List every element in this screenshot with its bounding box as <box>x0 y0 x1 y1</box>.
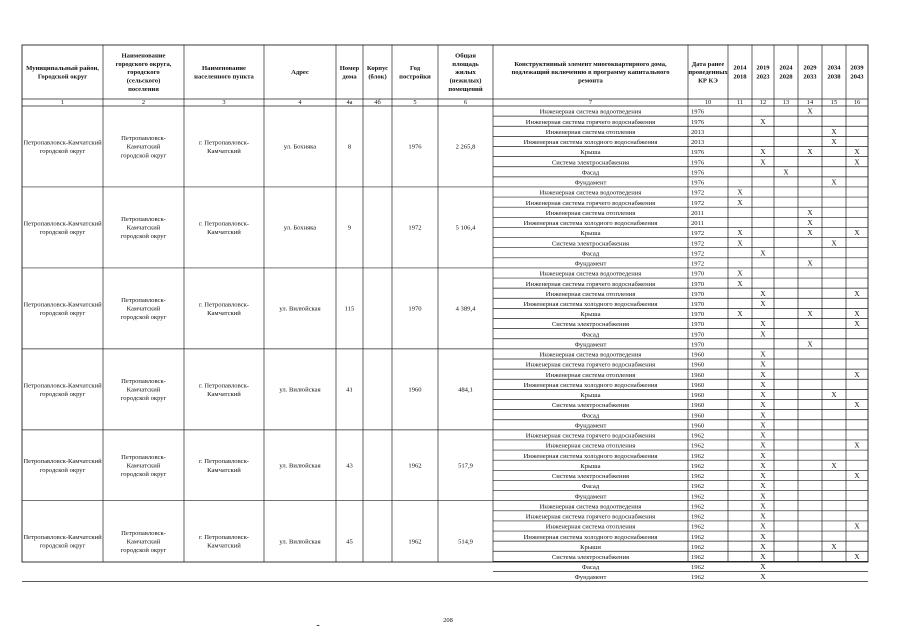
column-number: 14 <box>806 99 814 107</box>
element-last-repair: 1970 <box>691 290 705 298</box>
repair-mark: X <box>760 502 766 511</box>
house-locality: г. Петропавловск- <box>199 534 249 542</box>
house-year: 1970 <box>408 305 422 313</box>
element-name: Фундамент <box>574 179 607 187</box>
house-area: 4 389,4 <box>455 305 476 313</box>
header-period: 2028 <box>779 73 793 81</box>
repair-mark: X <box>831 391 837 400</box>
house-settlement: Петропавловск- <box>121 297 166 304</box>
repair-mark: X <box>831 461 837 470</box>
house-municipality: Петропавловск-Камчатский <box>23 220 102 228</box>
house-number: 41 <box>346 386 353 394</box>
element-last-repair: 1962 <box>691 493 705 501</box>
house-street: ул. Вилюйская <box>279 305 321 313</box>
column-number: 12 <box>759 99 767 107</box>
element-name: Система электроснабжения <box>551 554 630 561</box>
element-last-repair: 1960 <box>691 402 705 410</box>
element-last-repair: 1970 <box>691 321 705 329</box>
element-name: Крыши <box>580 543 601 551</box>
header-period: 2043 <box>850 73 864 81</box>
column-number: 2 <box>141 99 146 107</box>
repair-mark: X <box>760 482 766 491</box>
element-name: Фасад <box>581 412 600 420</box>
house-street: ул. Вилюйская <box>279 462 321 470</box>
header-locality: населенного пункта <box>194 73 254 81</box>
repair-mark: X <box>783 168 789 177</box>
header-period: 2014 <box>733 64 747 72</box>
repair-mark: X <box>831 542 837 551</box>
house-locality: Камчатский <box>207 390 241 398</box>
element-last-repair: 1970 <box>691 301 705 308</box>
repair-mark: X <box>807 310 813 319</box>
header-settlement: городского округа, <box>115 60 172 68</box>
column-number: 13 <box>782 99 790 107</box>
element-name: Крыша <box>580 462 601 470</box>
house-area: 514,9 <box>458 538 473 546</box>
house-locality: г. Петропавловск- <box>199 301 249 309</box>
header-building: (блок) <box>368 73 387 81</box>
element-name: Крыша <box>580 230 601 238</box>
element-name: Инженерная система водоотведения <box>539 351 642 359</box>
repair-mark: X <box>737 279 743 288</box>
element-last-repair: 1960 <box>691 381 705 389</box>
repair-mark: X <box>854 553 860 561</box>
header-element: подлежащий включению в программу капитального <box>511 69 670 77</box>
element-last-repair: 1962 <box>691 543 705 551</box>
house-year: 1960 <box>408 386 422 394</box>
element-last-repair: 1976 <box>691 149 705 157</box>
repair-mark: X <box>760 300 766 308</box>
repair-mark: X <box>807 208 813 217</box>
element-name: Инженерная система холодного водоснабжения <box>523 381 658 389</box>
element-last-repair: 1960 <box>691 351 705 359</box>
column-number: 4 <box>298 99 302 107</box>
repair-mark: X <box>760 391 766 400</box>
header-period: 2029 <box>803 64 817 72</box>
house-locality: г. Петропавловск- <box>199 220 249 228</box>
house-settlement: городской округ <box>120 233 167 241</box>
house-municipality: городской округ <box>39 466 86 474</box>
repair-mark: X <box>760 512 766 521</box>
header-address: Адрес <box>291 69 309 77</box>
header-settlement: городского <box>127 69 160 77</box>
house-municipality: городской округ <box>39 542 86 550</box>
house-street: ул. Бохняка <box>283 143 317 151</box>
column-number: 5 <box>413 99 417 107</box>
header-period: 2034 <box>827 64 841 72</box>
repair-mark: X <box>760 553 766 561</box>
repair-mark: X <box>760 431 766 440</box>
element-last-repair: 2013 <box>691 128 705 136</box>
house-settlement: Камчатский <box>126 386 161 394</box>
repair-mark: X <box>831 127 837 136</box>
element-name: Инженерная система водоотведения <box>539 270 642 278</box>
element-last-repair: 2011 <box>691 209 704 217</box>
element-last-repair: 1960 <box>691 412 705 420</box>
element-last-repair: 1970 <box>691 280 705 288</box>
element-name: Инженерная система горячего водоснабжения <box>525 280 656 288</box>
house-settlement: Петропавловск- <box>121 529 166 537</box>
element-name: Фасад <box>581 483 600 491</box>
element-name: Инженерная система холодного водоснабжения <box>523 220 658 228</box>
element-name: Инженерная система водоотведения <box>539 503 642 511</box>
scan-mark: - <box>316 620 320 631</box>
element-last-repair: 1970 <box>691 341 705 349</box>
repair-mark: X <box>760 117 766 126</box>
house-area: 517,9 <box>458 462 473 470</box>
element-last-repair: 1962 <box>691 483 705 491</box>
repair-mark: X <box>760 289 766 298</box>
repair-mark: X <box>760 380 766 389</box>
element-name: Инженерная система водоотведения <box>539 108 642 116</box>
house-locality: Камчатский <box>207 466 241 474</box>
repair-mark: X <box>807 148 813 157</box>
element-last-repair: 1976 <box>691 169 705 177</box>
repair-mark: X <box>807 107 813 116</box>
element-name: Инженерная система горячего водоснабжения <box>525 432 656 440</box>
element-last-repair: 1960 <box>691 422 705 430</box>
element-name: Инженерная система отопления <box>545 442 636 450</box>
element-name: Инженерная система холодного водоснабжения <box>523 301 658 308</box>
element-last-repair: 1962 <box>691 554 705 561</box>
house-municipality: Петропавловск-Камчатский <box>23 458 102 466</box>
header-total-area: помещений <box>448 86 483 93</box>
header-total-area: Общая <box>455 52 476 60</box>
element-last-repair: 1976 <box>691 159 705 167</box>
repair-mark: X <box>831 239 837 248</box>
header-house-number: Номер <box>339 65 360 72</box>
house-number: 115 <box>344 305 355 313</box>
repair-mark: X <box>807 340 813 349</box>
header-period: 2033 <box>803 73 817 81</box>
repair-mark: X <box>737 310 743 319</box>
house-settlement: Петропавловск- <box>121 453 166 461</box>
house-municipality: городской округ <box>39 147 86 155</box>
repair-mark: X <box>737 198 743 207</box>
header-last-repair: проведенных <box>688 69 728 77</box>
element-last-repair: 1972 <box>691 240 705 248</box>
header-period: 2039 <box>850 64 864 72</box>
element-last-repair: 2013 <box>691 139 705 147</box>
column-number: 4а <box>346 99 353 107</box>
repair-mark: X <box>854 401 860 410</box>
header-municipality: Муниципальный район, <box>26 65 99 72</box>
element-last-repair: 1970 <box>691 270 705 278</box>
element-name: Фундамент <box>574 341 607 349</box>
repair-mark: X <box>760 421 766 430</box>
house-locality: Камчатский <box>207 542 241 550</box>
element-name: Система электроснабжения <box>551 402 630 410</box>
element-last-repair: 1970 <box>691 311 705 319</box>
house-settlement: Камчатский <box>126 538 161 546</box>
element-name: Инженерная система отопления <box>545 523 636 531</box>
house-municipality: Петропавловск-Камчатский <box>23 534 102 542</box>
element-last-repair: 1960 <box>691 361 705 369</box>
element-name: Фасад <box>581 250 600 258</box>
element-last-repair: 2011 <box>691 220 704 228</box>
repair-mark: X <box>807 229 813 238</box>
repair-mark: X <box>760 542 766 551</box>
house-number: 8 <box>347 143 352 151</box>
element-name: Инженерная система горячего водоснабжения <box>525 513 656 521</box>
element-name: Инженерная система холодного водоснабжения <box>523 533 658 541</box>
house-settlement: Петропавловск- <box>121 135 166 143</box>
header-last-repair: КР КЭ <box>698 77 718 85</box>
repair-mark: X <box>760 350 766 359</box>
house-settlement: Камчатский <box>126 462 161 470</box>
column-number: 15 <box>830 99 838 107</box>
repair-mark: X <box>854 289 860 298</box>
element-last-repair: 1962 <box>691 442 705 450</box>
house-street: ул. Бохняка <box>283 224 317 232</box>
element-name: Фасад <box>581 331 600 339</box>
element-name: Система электроснабжения <box>551 240 630 248</box>
house-municipality: Петропавловск-Камчатский <box>23 139 102 147</box>
house-municipality: Петропавловск-Камчатский <box>23 301 102 309</box>
repair-mark: X <box>760 451 766 460</box>
repair-mark: X <box>854 229 860 238</box>
column-number: 6 <box>463 99 468 107</box>
house-municipality: городской округ <box>39 228 86 236</box>
header-year-built: Год <box>409 65 421 72</box>
repair-mark: X <box>760 330 766 339</box>
header-period: 2038 <box>827 73 841 81</box>
header-total-area: жилых <box>455 69 476 77</box>
house-year: 1976 <box>408 143 422 151</box>
element-last-repair: 1962 <box>691 564 705 572</box>
repair-mark: X <box>760 158 766 167</box>
header-total-area: площадь <box>452 60 479 68</box>
repair-mark: X <box>854 441 860 450</box>
repair-mark: X <box>760 411 766 420</box>
header-last-repair: Дата ранее <box>691 60 725 68</box>
element-name: Крыша <box>580 311 601 319</box>
element-last-repair: 1976 <box>691 179 705 187</box>
element-name: Фундамент <box>574 260 607 268</box>
repair-mark: X <box>831 178 837 187</box>
element-name: Система электроснабжения <box>551 473 630 481</box>
header-total-area: (нежилых) <box>449 77 482 85</box>
element-name: Фундамент <box>574 493 607 501</box>
repair-mark: X <box>760 401 766 410</box>
element-name: Инженерная система отопления <box>545 209 636 217</box>
element-last-repair: 1976 <box>691 118 705 126</box>
element-last-repair: 1962 <box>691 462 705 470</box>
element-last-repair: 1962 <box>691 473 705 481</box>
element-last-repair: 1962 <box>691 513 705 521</box>
repair-mark: X <box>854 310 860 319</box>
house-settlement: Петропавловск- <box>121 377 166 385</box>
element-last-repair: 1962 <box>691 523 705 531</box>
house-settlement: городской округ <box>120 471 167 479</box>
repair-mark: X <box>760 148 766 157</box>
house-number: 45 <box>346 538 353 546</box>
element-last-repair: 1972 <box>691 199 705 207</box>
house-street: ул. Вилюйская <box>279 538 321 546</box>
column-number: 11 <box>736 99 744 107</box>
capital-repair-table <box>22 45 868 582</box>
element-name: Инженерная система горячего водоснабжения <box>525 199 656 207</box>
repair-mark: X <box>760 461 766 470</box>
header-settlement: поселения <box>128 86 159 93</box>
repair-mark: X <box>854 522 860 531</box>
element-name: Инженерная система горячего водоснабжения <box>525 118 656 126</box>
element-last-repair: 1970 <box>691 331 705 339</box>
header-period: 2018 <box>733 73 747 81</box>
house-settlement: Камчатский <box>126 143 161 151</box>
element-name: Система электроснабжения <box>551 321 630 329</box>
element-name: Фундамент <box>574 574 607 582</box>
page-number: 208 <box>443 617 453 624</box>
house-locality: Камчатский <box>207 228 241 236</box>
repair-mark: X <box>737 269 743 278</box>
house-locality: г. Петропавловск- <box>199 382 249 390</box>
element-name: Крыша <box>580 392 601 400</box>
header-house-number: дома <box>342 73 357 81</box>
column-number: 10 <box>704 99 712 107</box>
house-area: 484,1 <box>458 386 473 394</box>
repair-mark: X <box>760 573 766 582</box>
repair-mark: X <box>807 219 813 228</box>
repair-mark: X <box>760 532 766 541</box>
element-name: Система электроснабжения <box>551 159 630 167</box>
repair-mark: X <box>737 239 743 248</box>
header-building: Корпус <box>366 65 389 72</box>
house-locality: г. Петропавловск- <box>199 139 249 147</box>
house-municipality: городской округ <box>39 390 86 398</box>
header-element: ремонта <box>578 77 603 85</box>
element-name: Фасад <box>581 564 600 572</box>
repair-mark: X <box>760 360 766 369</box>
element-name: Инженерная система отопления <box>545 371 636 379</box>
house-number: 9 <box>347 224 352 232</box>
repair-mark: X <box>760 370 766 379</box>
element-last-repair: 1962 <box>691 533 705 541</box>
element-name: Инженерная система холодного водоснабжения <box>523 139 658 147</box>
header-settlement: (сельского) <box>126 77 161 85</box>
header-locality: Наименование <box>202 65 246 72</box>
repair-mark: X <box>760 249 766 258</box>
element-last-repair: 1976 <box>691 108 705 116</box>
house-settlement: Петропавловск- <box>121 216 166 224</box>
house-settlement: Камчатский <box>126 224 161 232</box>
house-locality: г. Петропавловск- <box>199 458 249 466</box>
repair-mark: X <box>854 158 860 167</box>
house-settlement: Камчатский <box>126 305 161 313</box>
house-year: 1962 <box>408 462 422 470</box>
element-last-repair: 1972 <box>691 250 705 258</box>
header-element: Конструктивный элемент многоквартирного дома, <box>514 60 667 68</box>
element-name: Крыша <box>580 149 601 157</box>
house-settlement: городской округ <box>120 314 167 322</box>
header-year-built: постройки <box>399 73 431 81</box>
column-number: 7 <box>588 99 593 107</box>
repair-mark: X <box>760 492 766 501</box>
element-last-repair: 1960 <box>691 371 705 379</box>
element-name: Инженерная система отопления <box>545 290 636 298</box>
house-number: 43 <box>346 462 353 470</box>
house-locality: Камчатский <box>207 147 241 155</box>
element-last-repair: 1962 <box>691 432 705 440</box>
element-name: Инженерная система отопления <box>545 128 636 136</box>
house-area: 5 106,4 <box>455 224 476 232</box>
header-settlement: Наименование <box>121 52 166 60</box>
house-settlement: городской округ <box>120 395 167 403</box>
house-settlement: городской округ <box>120 546 167 554</box>
repair-mark: X <box>737 229 743 238</box>
repair-mark: X <box>760 522 766 531</box>
house-year: 1962 <box>408 538 422 546</box>
column-number: 3 <box>222 99 226 107</box>
repair-mark: X <box>854 148 860 157</box>
column-number: 4б <box>374 99 381 107</box>
house-street: ул. Вилюйская <box>279 386 321 394</box>
repair-mark: X <box>737 188 743 197</box>
element-name: Фундамент <box>574 422 607 430</box>
repair-mark: X <box>760 472 766 481</box>
repair-mark: X <box>854 370 860 379</box>
element-name: Инженерная система холодного водоснабжения <box>523 452 658 460</box>
element-name: Инженерная система водоотведения <box>539 189 642 197</box>
repair-mark: X <box>760 441 766 450</box>
repair-mark: X <box>854 320 860 329</box>
element-last-repair: 1962 <box>691 503 705 511</box>
house-settlement: городской округ <box>120 152 167 160</box>
house-area: 2 265,8 <box>455 143 476 151</box>
repair-mark: X <box>760 563 766 572</box>
repair-mark: X <box>807 259 813 268</box>
element-name: Инженерная система горячего водоснабжения <box>525 361 656 369</box>
repair-mark: X <box>831 138 837 147</box>
column-number: 1 <box>60 99 65 107</box>
element-last-repair: 1972 <box>691 260 705 268</box>
header-period: 2024 <box>779 64 793 72</box>
element-last-repair: 1960 <box>691 392 705 400</box>
element-last-repair: 1972 <box>691 230 705 238</box>
element-last-repair: 1962 <box>691 574 705 582</box>
element-name: Фасад <box>581 169 600 177</box>
header-municipality: Городской округ <box>37 73 88 81</box>
house-municipality: Петропавловск-Камчатский <box>23 382 102 390</box>
element-last-repair: 1972 <box>691 189 705 197</box>
house-municipality: городской округ <box>39 309 86 317</box>
house-year: 1972 <box>408 224 422 232</box>
header-period: 2019 <box>756 64 770 72</box>
repair-mark: X <box>760 320 766 329</box>
column-number: 16 <box>853 99 861 107</box>
repair-mark: X <box>854 472 860 481</box>
house-locality: Камчатский <box>207 309 241 317</box>
element-last-repair: 1962 <box>691 452 705 460</box>
header-period: 2023 <box>756 73 770 81</box>
